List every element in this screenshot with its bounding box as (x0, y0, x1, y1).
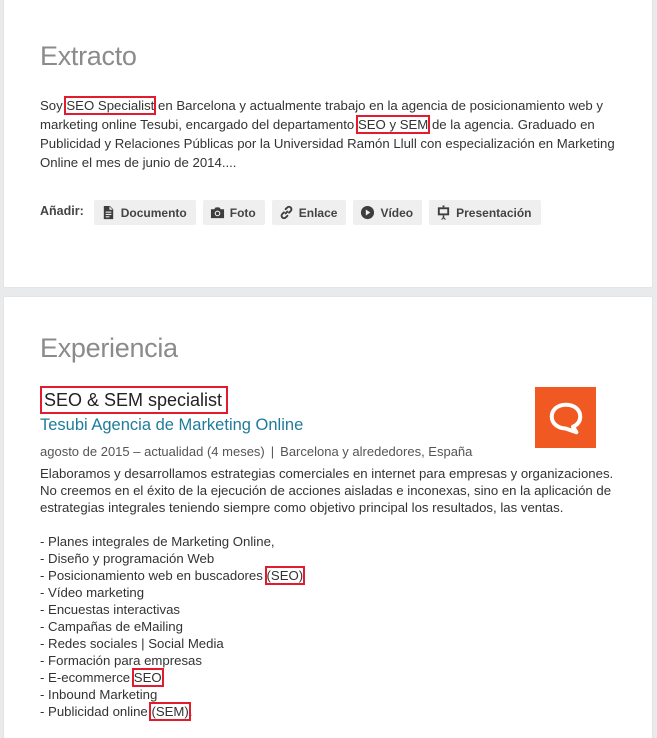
add-presentation-label: Presentación (456, 205, 532, 220)
service-text: - E-ecommerce (40, 670, 134, 685)
service-item (40, 703, 303, 720)
add-photo-label: Foto (229, 205, 256, 220)
add-video-button[interactable] (353, 200, 422, 225)
summary-text-part: en Barcelona y actualmente trabajo en la agencia de posicionamiento web y marketing online Tesubi, encargado del departamento (40, 98, 604, 132)
service-text: - Vídeo marketing (40, 585, 145, 600)
service-text: - Planes integrales de Marketing Online, (40, 534, 275, 549)
service-text: - Publicidad online (40, 704, 152, 719)
service-text: - Inbound Marketing (40, 687, 158, 702)
add-document-button[interactable] (94, 200, 196, 225)
summary-text-part: de la agencia. Graduado en Publicidad y Relaciones Públicas por la Universidad Ramón Llull con especialización en Marketing Online el mes de junio de 2014.... (40, 117, 615, 170)
service-item (40, 652, 303, 669)
highlight-seo-sem: SEO y SEM (357, 117, 429, 132)
summary-heading: Extracto (40, 41, 137, 71)
add-video-label: Vídeo (380, 205, 414, 220)
service-text: - Posicionamiento web en buscadores (40, 568, 267, 583)
job-location: Barcelona y alrededores, España (280, 444, 473, 459)
service-item (40, 686, 303, 703)
service-text: - Encuestas interactivas (40, 602, 180, 617)
document-icon (101, 205, 116, 220)
service-text: - Formación para empresas (40, 653, 202, 668)
service-text: - Campañas de eMailing (40, 619, 183, 634)
job-title: SEO & SEM specialist (40, 386, 228, 414)
service-item (40, 618, 303, 635)
service-item (40, 669, 303, 686)
job-meta (40, 444, 472, 459)
meta-separator: | (270, 444, 275, 459)
add-presentation-button[interactable] (429, 200, 540, 225)
presentation-icon (436, 205, 451, 220)
experience-heading: Experiencia (40, 333, 178, 363)
add-link-label: Enlace (298, 205, 338, 220)
highlight-seo-specialist: SEO Specialist (66, 98, 155, 113)
service-item (40, 550, 303, 567)
service-text: - Redes sociales | Social Media (40, 636, 224, 651)
service-highlight: (SEM) (151, 704, 189, 719)
chat-bubble-icon (547, 399, 585, 437)
summary-text-part: Soy (40, 98, 67, 113)
service-text: - Diseño y programación Web (40, 551, 215, 566)
service-item (40, 601, 303, 618)
play-icon (360, 205, 375, 220)
camera-icon (210, 205, 225, 220)
link-icon (279, 205, 294, 220)
service-item (40, 635, 303, 652)
add-document-label: Documento (120, 205, 187, 220)
summary-section (4, 0, 652, 287)
summary-text (40, 96, 620, 172)
experience-section (4, 297, 652, 738)
add-media-row (40, 200, 548, 225)
add-label: Añadir: (40, 203, 84, 218)
job-dates: agosto de 2015 – actualidad (4 meses) (40, 444, 265, 459)
services-list (40, 533, 303, 720)
company-link[interactable]: Tesubi Agencia de Marketing Online (40, 416, 304, 434)
add-photo-button[interactable] (203, 200, 265, 225)
company-logo[interactable] (535, 387, 596, 448)
service-item (40, 567, 303, 584)
service-highlight: (SEO) (266, 568, 304, 583)
service-text-suffix: . (188, 704, 193, 719)
add-link-button[interactable] (272, 200, 347, 225)
job-description: Elaboramos y desarrollamos estrategias comerciales en internet para empresas y organizaciones. No creemos en el éxito de la ejecución de acciones aisladas e inconexas, sino en la aplicación de estrategias integrales teniendo siempre como objetivo principal los resultados, las ventas. (40, 466, 614, 515)
service-item (40, 533, 303, 550)
service-highlight: SEO (133, 670, 162, 685)
service-item (40, 584, 303, 601)
